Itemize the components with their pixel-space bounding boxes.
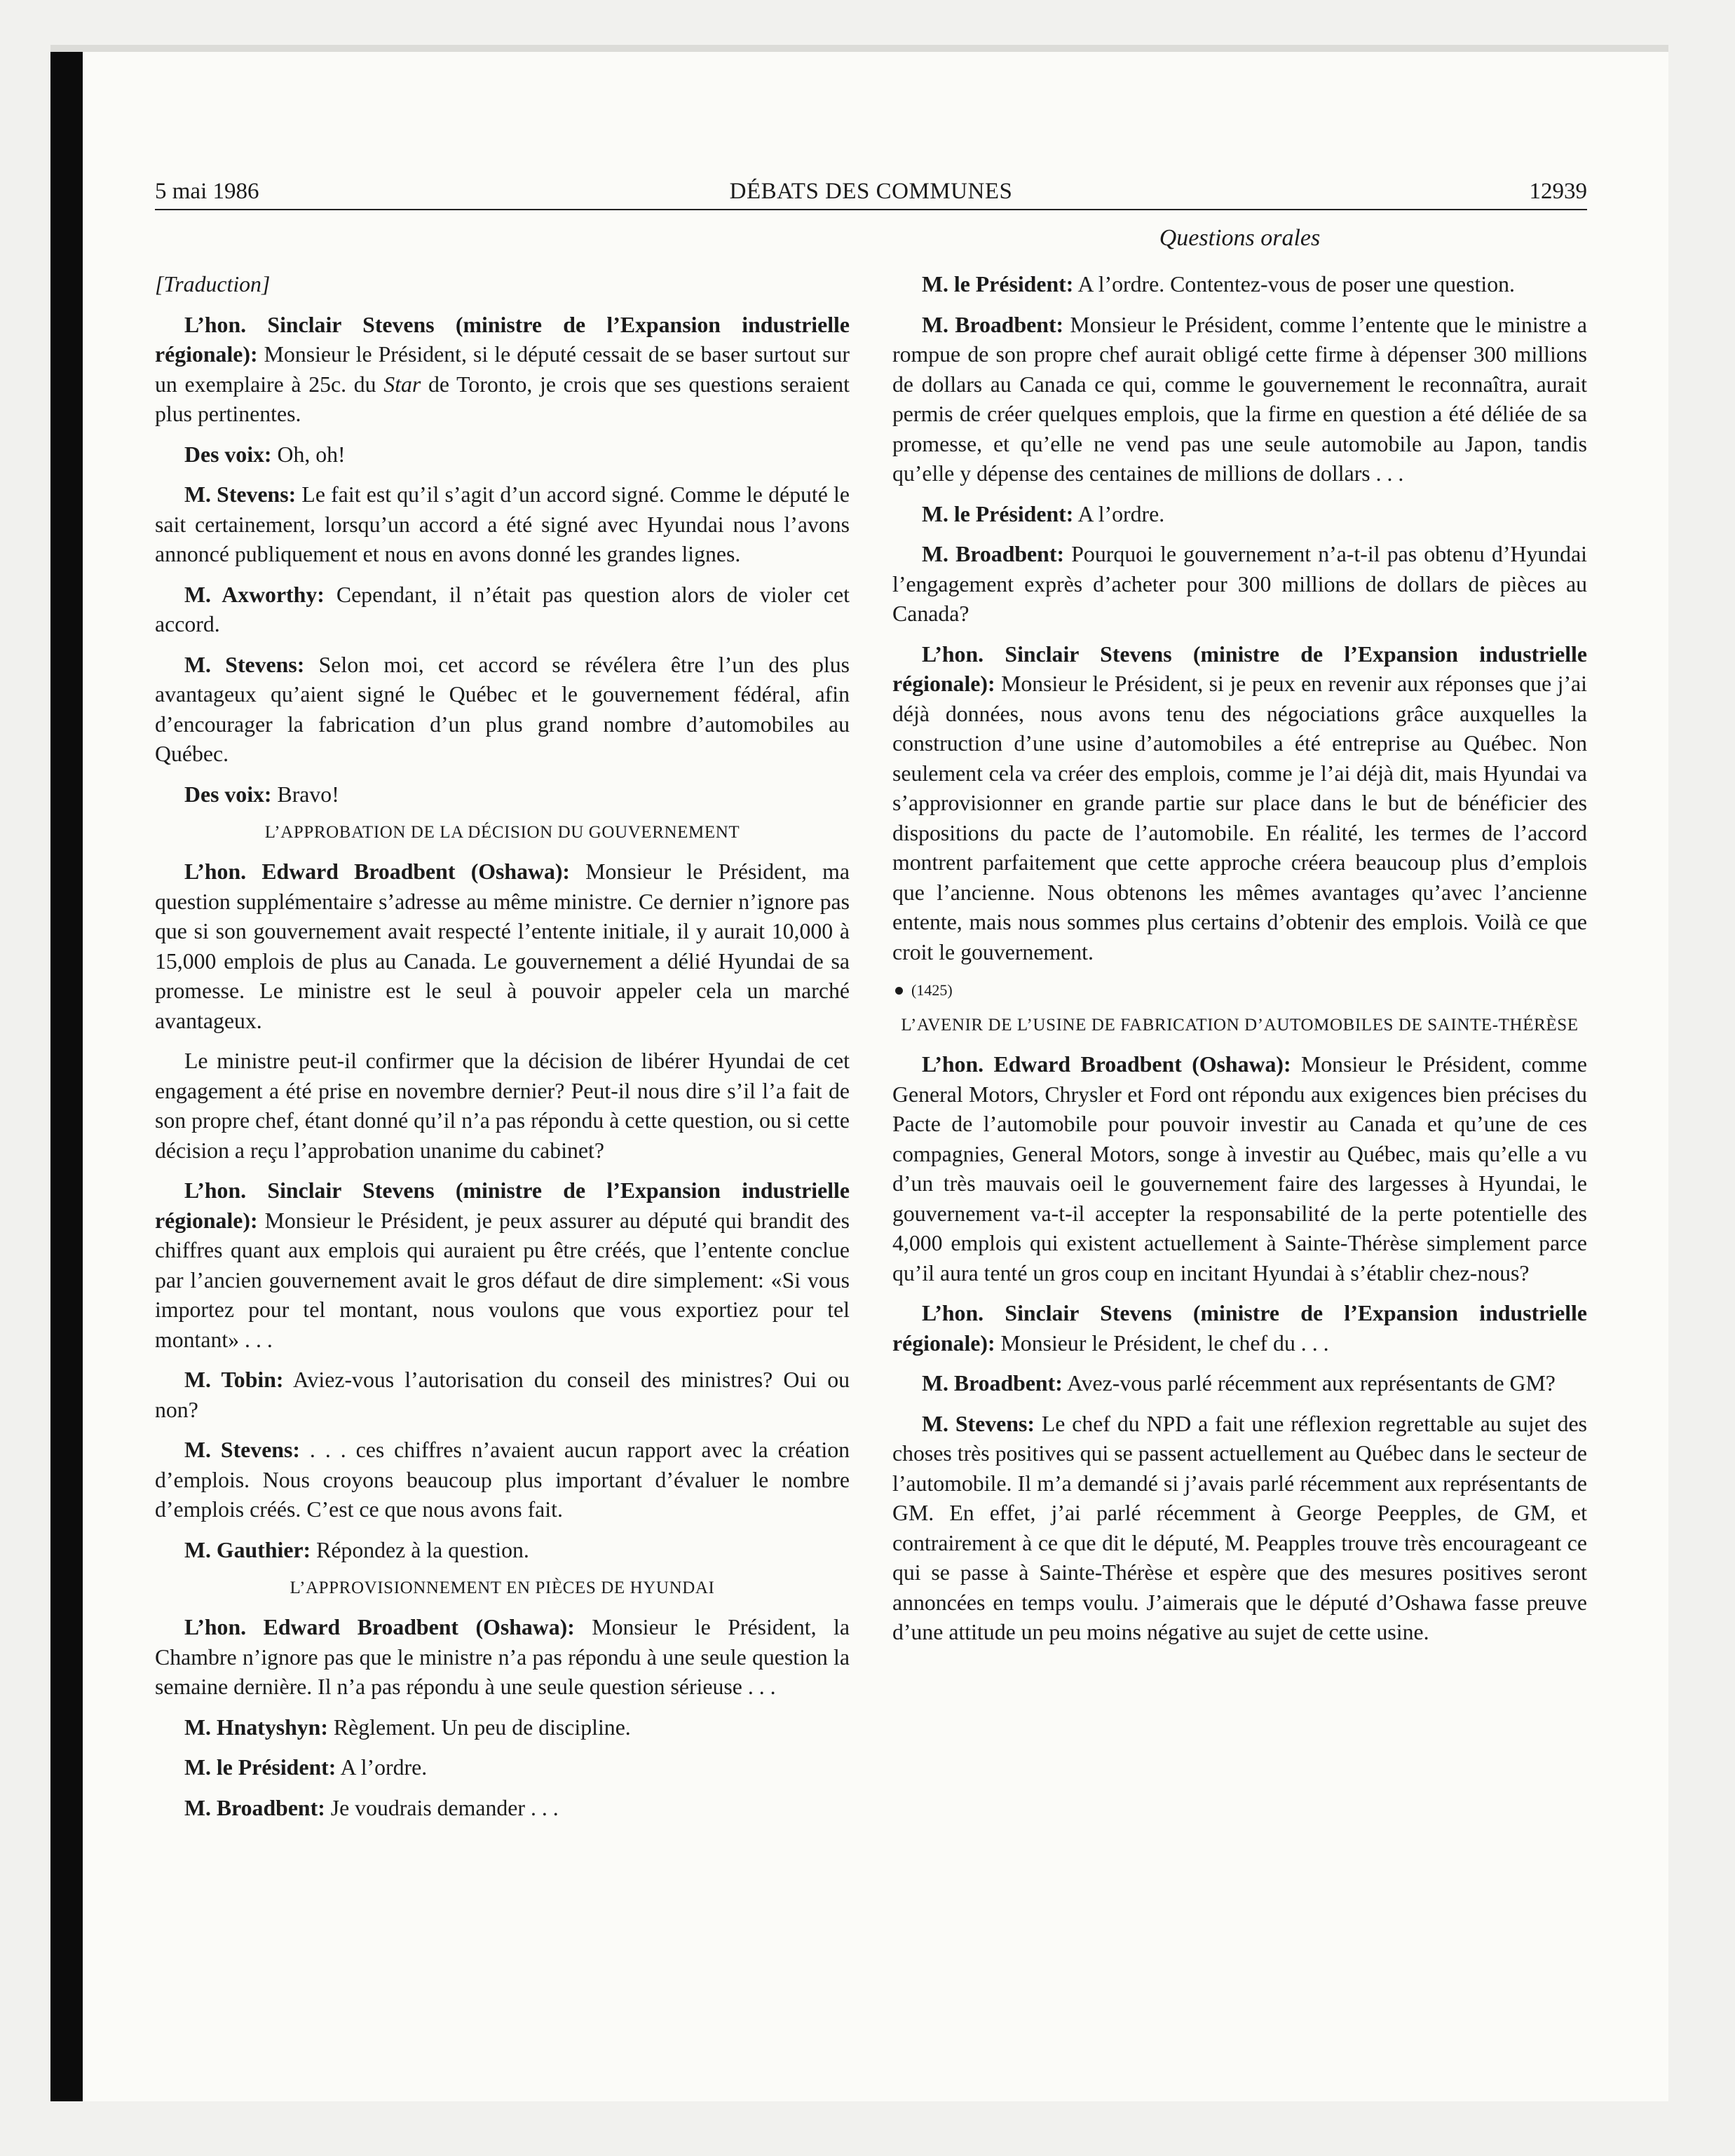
speech-text: Cependant, il n’était pas question alors de violer cet accord. <box>155 582 850 636</box>
speaker: M. le Président: <box>922 501 1074 526</box>
speech-text: Selon moi, cet accord se révélera être l’un des plus avantageux qu’aient signé le Québec et le gouvernement fédéral, afin d’encourager la fabrication d’un plus grand nombre d’automobiles au Québec. <box>155 652 850 766</box>
speech <box>892 311 1587 489</box>
speech-text: Le fait est qu’il s’agit d’un accord signé. Comme le député le sait certainement, lorsqu’un accord a été signé avec Hyundai nous l’avons annoncé publiquement et nous en avons donné les grandes lignes. <box>155 482 850 566</box>
speech <box>155 780 850 810</box>
speech-text: Bravo! <box>277 782 339 807</box>
speaker: Des voix: <box>184 782 272 807</box>
speech <box>892 1299 1587 1358</box>
speech <box>155 1713 850 1743</box>
paragraph: Le ministre peut-il confirmer que la décision de libérer Hyundai de cet engagement a été prise en novembre dernier? Peut-il nous dire s’il l’a fait de son propre chef, étant donné qu’il n’a pas répondu à cette question, ou si cette décision a reçu l’approbation unanime du cabinet? <box>155 1049 850 1163</box>
subheading: L’APPROVISIONNEMENT EN PIÈCES DE HYUNDAI <box>290 1578 715 1597</box>
speaker: M. le Président: <box>922 272 1074 296</box>
speech-text: A l’ordre. Contentez-vous de poser une question. <box>1077 272 1515 296</box>
speaker: M. Broadbent: <box>922 312 1064 337</box>
speech-text: Répondez à la question. <box>316 1537 529 1562</box>
header-page-number: 12939 <box>1529 179 1587 204</box>
subheading: L’AVENIR DE L’USINE DE FABRICATION D’AUTOMOBILES DE SAINTE-THÉRÈSE <box>901 1016 1579 1035</box>
speech <box>155 1536 850 1566</box>
speech <box>155 650 850 770</box>
running-header <box>155 174 1587 210</box>
speech-text-continued: de Toronto, je crois que ses questions seraient plus pertinentes. <box>155 371 850 426</box>
speech-text: Avez-vous parlé récemment aux représentants de GM? <box>1067 1371 1556 1396</box>
speech <box>892 270 1587 300</box>
subheading: L’APPROBATION DE LA DÉCISION DU GOUVERNEMENT <box>264 823 740 842</box>
speaker: L’hon. Edward Broadbent (Oshawa): <box>184 1615 575 1639</box>
speaker: M. Stevens: <box>184 652 305 677</box>
time-marker <box>892 978 1587 1003</box>
speech-text: . . . ces chiffres n’avaient aucun rapport avec la création d’emplois. Nous croyons beaucoup plus important d’évaluer le nombre d’emplois créés. C’est ce que nous avons fait. <box>155 1438 850 1522</box>
speech-text: Le chef du NPD a fait une réflexion regrettable au sujet des choses très positives qui se passent actuellement au Québec dans le secteur de l’automobile. Il m’a demandé si j’avais parlé récemment aux représentants de GM. En effet, j’ai parlé récemment à George Peepples, de GM, et contrairement à ce que dit le député, M. Peapples trouve très encourageant ce qui se passe à Sainte-Thérèse et espère que des mesures positives seront annoncées en temps voulu. J’aimerais que le député d’Oshawa fasse preuve d’une attitude un peu moins négative au sujet de cette usine. <box>892 1411 1587 1644</box>
speech-text: Monsieur le Président, le chef du . . . <box>1000 1330 1329 1356</box>
speaker: L’hon. Sinclair Stevens (ministre de l’Expansion industrielle régionale): <box>892 641 1587 696</box>
speech <box>892 1369 1587 1399</box>
speaker: L’hon. Sinclair Stevens (ministre de l’Expansion industrielle régionale): <box>155 312 850 367</box>
speaker: M. Broadbent: <box>184 1795 325 1820</box>
speaker: M. Broadbent: <box>922 1371 1063 1396</box>
speaker: M. Broadbent: <box>922 542 1065 566</box>
speaker: M. Tobin: <box>184 1367 284 1392</box>
header-date: 5 mai 1986 <box>155 179 259 204</box>
speech-text: Monsieur le Président, ma question supplémentaire s’adresse au même ministre. Ce dernier n’ignore pas que si son gouvernement avait respecté l’entente initiale, il y aurait 10,000 à 15,000 emplois de plus au Canada. Le gouvernement a délié Hyundai de sa promesse. Le ministre est le seul à pouvoir appeler cela un marché avantageux. <box>155 859 850 1033</box>
speech <box>155 1753 850 1783</box>
bullet-icon <box>895 987 903 995</box>
speaker: M. Gauthier: <box>184 1537 311 1562</box>
speaker: L’hon. Sinclair Stevens (ministre de l’Expansion industrielle régionale): <box>892 1301 1587 1356</box>
speech-text: Pourquoi le gouvernement n’a-t-il pas obtenu d’Hyundai l’engagement exprès d’acheter pour 300 millions de dollars de pièces au Canada? <box>892 542 1588 626</box>
speech-text: Oh, oh! <box>277 442 346 467</box>
speaker: M. Stevens: <box>184 1438 300 1462</box>
speech <box>892 640 1587 968</box>
speech <box>155 480 850 570</box>
speech <box>892 1050 1587 1288</box>
scan-edge-left <box>50 52 83 2101</box>
speech-text: Monsieur le Président, la Chambre n’ignore pas que le ministre n’a pas répondu à une seule question la semaine dernière. Il n’a pas répondu à une seule question sérieuse . . . <box>155 1615 850 1699</box>
speaker: M. Axworthy: <box>184 582 325 607</box>
speaker: M. Stevens: <box>184 482 297 507</box>
speech-text: Monsieur le Président, si je peux en revenir aux réponses que j’ai déjà données, nous avons tenu des négociations grâce auxquelles la construction d’une usine d’automobiles a été entreprise au Québec. Non seulement cela va créer des emplois, comme je l’ai déjà dit, mais Hyundai va s’approvisionner en grande partie sur place dans le but de bénéficier des dispositions du pacte de l’automobile. En réalité, les termes de l’accord montrent parfaitement que cette approche créera beaucoup plus d’emplois que l’ancienne. Nous obtenons les mêmes avantages qu’avec l’ancienne entente, mais nous sommes plus certains d’obtenir des emplois. Voilà ce que croit le gouvernement. <box>892 671 1588 964</box>
right-column <box>892 270 1587 1658</box>
speech-text: Règlement. Un peu de discipline. <box>333 1714 631 1740</box>
speaker: L’hon. Sinclair Stevens (ministre de l’Expansion industrielle régionale): <box>155 1178 850 1233</box>
speech <box>155 311 850 430</box>
speech <box>892 500 1587 530</box>
time-stamp: (1425) <box>911 981 953 999</box>
speech-text: A l’ordre. <box>1077 501 1165 526</box>
speech <box>155 580 850 640</box>
header-title: DÉBATS DES COMMUNES <box>729 179 1013 204</box>
speech-text: Monsieur le Président, si le député cessait de se baser surtout sur un exemplaire à 25c. du <box>155 342 850 397</box>
left-column <box>155 270 850 1834</box>
speech-text: Monsieur le Président, comme General Motors, Chrysler et Ford ont répondu aux exigences bien précises du Pacte de l’automobile pour pouvoir investir au Canada et qu’une de ces compagnies, General Motors, songe à investir au Québec, mais qu’elle a vu d’un très mauvais oeil le gouvernement faire des largesses à Hyundai, le gouvernement va-t-il accepter la responsabilité de la perte potentielle des 4,000 emplois qui existent actuellement à Sainte-Thérèse simplement parce qu’il aura tenté un gros coup en incitant Hyundai à s’établir chez-nous? <box>892 1052 1587 1285</box>
speech-text: Monsieur le Président, je peux assurer au député qui brandit des chiffres quant aux emplois qui auraient pu être créés, que l’entente conclue par l’ancien gouvernement avait le gros défaut de dire simplement: «Si vous importez pour tel montant, nous voulons que vous exportiez pour tel montant» . . . <box>155 1208 850 1352</box>
speech <box>155 1435 850 1525</box>
speech <box>155 1176 850 1355</box>
speaker: M. le Président: <box>184 1755 336 1780</box>
section-title: Questions orales <box>1159 225 1321 251</box>
speech-text: Monsieur le Président, comme l’entente que le ministre a rompue de son propre chef aurait obligé cette firme à dépenser 300 millions de dollars au Canada ce qui, comme le gouvernement le reconnaîtra, aurait permis de créer quelques emplois, que la firme en question a été déliée de sa promesse, et qu’elle ne vend pas une seule automobile au Japon, tandis qu’elle y dépense des centaines de millions de dollars . . . <box>892 312 1588 486</box>
speaker: M. Hnatyshyn: <box>184 1714 328 1740</box>
speech <box>155 1613 850 1703</box>
speaker: L’hon. Edward Broadbent (Oshawa): <box>922 1052 1291 1077</box>
scan-edge-top <box>50 45 1668 52</box>
speech-text: Je voudrais demander . . . <box>330 1795 559 1820</box>
speech-text: Aviez-vous l’autorisation du conseil des ministres? Oui ou non? <box>155 1367 850 1422</box>
speaker: L’hon. Edward Broadbent (Oshawa): <box>184 859 571 884</box>
speech <box>155 857 850 1036</box>
translation-note: [Traduction] <box>155 272 271 296</box>
speech <box>892 1410 1587 1648</box>
speech <box>892 540 1587 629</box>
speech <box>155 1794 850 1824</box>
speech <box>155 1365 850 1425</box>
speech <box>155 440 850 470</box>
speaker: M. Stevens: <box>922 1411 1035 1436</box>
newspaper-title: Star <box>383 371 421 397</box>
speaker: Des voix: <box>184 442 272 467</box>
speech-text: A l’ordre. <box>340 1755 428 1780</box>
